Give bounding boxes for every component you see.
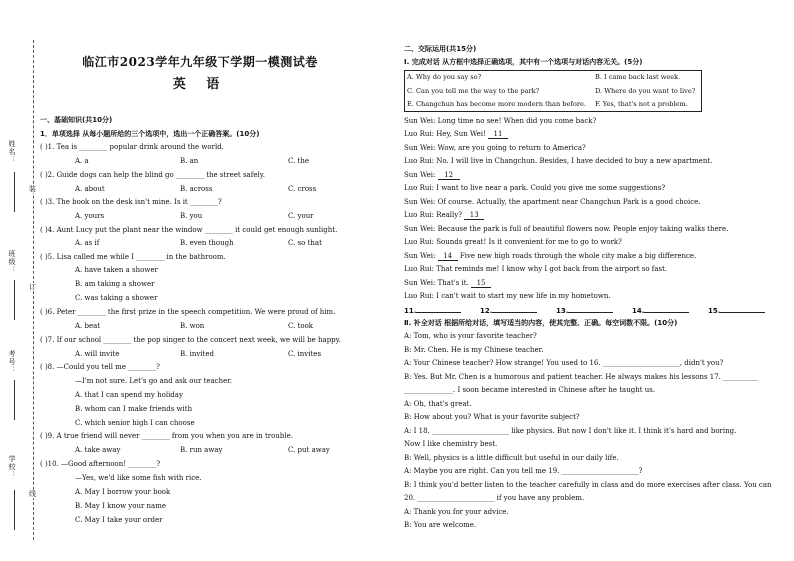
option-c: C. was taking a shower [75,294,158,302]
question-stem: ( )9. A true friend will never ________ from you when you are in trouble. [40,432,293,440]
id-label: 考号： [8,350,17,374]
box-option-d: D. Where do you want to live? [595,87,696,95]
dialogue-line: B: Well, physics is a little difficult but useful in our daily life. [404,454,619,462]
box-option-c: C. Can you tell me the way to the park? [407,87,540,95]
option-a: A. yours [75,212,105,220]
dialogue-line: Now I like chemistry best. [404,440,498,448]
answer-14: 14. [632,305,689,315]
school-label: 学校： [8,455,17,479]
part1-instructions: 1．单项选择 从每小题所给的三个选项中，选出一个正确答案。(10分) [40,130,260,138]
dialogue-line: B: You are welcome. [404,521,477,529]
xian-mark: 线 [29,490,36,498]
dialogue-line: B: Yes. But Mr. Chen is a humorous and patient teacher. He always makes his lessons 17. __________ [404,373,759,381]
dialogue-line: Luo Rui: I want to live near a park. Could you give me some suggestions? [404,184,666,192]
answer-11: 11. [404,305,461,315]
school-line [14,490,15,530]
option-c: C. so that [288,239,322,247]
question-stem: ( )6. Peter ________ the first prize in the speech competition. We were proud of him. [40,308,336,316]
subject-title: 英 语 [172,77,228,92]
dialogue-line: Sun Wei: That's it. 15 [404,279,491,288]
binding-margin [0,0,42,561]
dialogue-line: Luo Rui: Sounds great! Is it convenient for me to go to work? [404,238,622,246]
question-stem: ( )4. Aunt Lucy put the plant near the window ________ it could get enough sunlight. [40,226,338,234]
option-c: C. the [288,157,310,165]
dialogue-line: Luo Rui: I can't wait to start my new life in my hometown. [404,292,611,300]
question-stem: ( )7. If our school ________ the pop singer to the concert next week, we will be happy. [40,336,341,344]
option-c: C. your [288,212,314,220]
option-b: B. across [180,185,213,193]
dialogue-line: ______________. I soon became interested in Chinese after he taught us. [404,386,656,394]
dialogue-line: Luo Rui: No. I will live in Changchun. Besides, I have decided to buy a new apartment. [404,157,713,165]
answer-12: 12. [480,305,537,315]
class-label: 班级： [8,250,17,274]
option-b: B. am taking a shower [75,280,155,288]
option-b: B. an [180,157,199,165]
dialogue-line: A: I 18. ______________________ like physics. But now I don't like it. I think it's hard and boring. [404,427,737,435]
option-a: A. a [75,157,89,165]
part1-heading: 一、基础知识(共10分) [40,116,113,124]
question-stem: ( )2. Guide dogs can help the blind go ________ the street safely. [40,171,265,179]
blank-number: 11 [488,130,508,139]
ding-mark: 订 [29,283,36,291]
name-line [14,172,15,212]
dialogue-line: A: Thank you for your advice. [404,508,509,516]
answer-15: 15. [708,305,765,315]
answer-13: 13. [556,305,613,315]
dialogue-line: A: Tom, who is your favorite teacher? [404,332,537,340]
question-stem: ( )10. —Good afternoon! ________? [40,460,161,468]
option-c: C. took [288,322,314,330]
dialogue-line: B: How about you? What is your favorite subject? [404,413,580,421]
dialogue-line: A: Maybe you are right. Can you tell me 19. ______________________? [404,467,643,475]
question-stem-reply: —I'm not sure. Let's go and ask our teacher. [75,377,233,385]
dialogue-line: Sun Wei: 12 [404,171,460,180]
option-a: A. about [75,185,105,193]
dialogue-line: Luo Rui: Hey, Sun Wei! 11 [404,130,508,139]
option-a: A. May I borrow your book [75,488,171,496]
box-option-a: A. Why do you say so? [407,73,482,81]
option-b: B. you [180,212,203,220]
option-a: A. beat [75,322,101,330]
option-b: B. run away [180,446,223,454]
dialogue-line: 20. ______________________ if you have any problem. [404,494,585,502]
dialogue-line: Sun Wei: Because the park is full of beautiful flowers now. People enjoy taking walks there. [404,225,729,233]
options-box [404,70,702,112]
option-b: B. even though [180,239,234,247]
option-c: C. invites [288,350,322,358]
option-b: B. won [180,322,205,330]
option-a: A. that I can spend my holiday [75,391,183,399]
question-stem: ( )8. —Could you tell me ________? [40,363,160,371]
id-line [14,380,15,420]
name-label: 姓名： [8,140,17,164]
question-stem: ( )5. Lisa called me while I ________ in the bathroom. [40,253,226,261]
part2-instructions: Ⅰ. 完成对话 从方框中选择正确选项，其中有一个选项与对话内容无关。(5分) [404,58,643,66]
option-c: C. cross [288,185,317,193]
dialogue-line: Luo Rui: That reminds me! I know why I got back from the airport so fast. [404,265,668,273]
zhuang-mark: 装 [29,185,36,193]
exam-title: 临江市2023学年九年级下学期一模测试卷 [82,55,318,69]
dialogue-line: B: I think you'd better listen to the teacher carefully in class and do more exercises after class. You can [404,481,772,489]
dialogue-line: Sun Wei: Long time no see! When did you come back? [404,117,597,125]
dialogue-line: A: Your Chinese teacher? How strange! You used to 16. ______________________, didn't you? [404,359,724,367]
question-stem: ( )3. The book on the desk isn't mine. Is it ________? [40,198,222,206]
dialogue-line: Sun Wei: 14 Five new high roads through the whole city make a big difference. [404,252,697,260]
dialogue-line: A: Oh, that's great. [404,400,472,408]
box-option-b: B. I came back last week. [595,73,681,81]
option-c: C. put away [288,446,330,454]
dialogue-line: Luo Rui: Really? 13 [404,211,484,220]
dialogue-line: Sun Wei: Of course. Actually, the apartment near Changchun Park is a good choice. [404,198,701,206]
option-b: B. May I know your name [75,502,166,510]
option-b: B. invited [180,350,214,358]
blank-number: 12 [438,171,460,180]
option-c: C. which senior high I can choose [75,419,195,427]
part2-heading: 二、交际运用(共15分) [404,45,477,53]
box-option-f: F. Yes, that's not a problem. [595,100,688,108]
blank-number: 15 [471,279,491,288]
blank-number: 14 [438,252,458,261]
option-a: A. take away [75,446,121,454]
option-a: A. as if [75,239,100,247]
question-stem-reply: —Yes, we'd like some fish with rice. [75,474,202,482]
option-b: B. whom can I make friends with [75,405,193,413]
dialogue-line: Sun Wei: Wow, are you going to return to America? [404,144,586,152]
option-a: A. will invite [75,350,120,358]
part2-instructions-2: Ⅱ. 补全对话 根据所给对话，填写适当的内容，使其完整、正确。每空词数不限。(10分) [404,319,678,327]
option-c: C. May I take your order [75,516,163,524]
question-stem: ( )1. Tea is ________ popular drink around the world. [40,143,224,151]
box-option-e: E. Changchun has become more modern than before. [407,100,586,108]
dialogue-line: B: Mr. Chen. He is my Chinese teacher. [404,346,544,354]
blank-number: 13 [464,211,484,220]
class-line [14,280,15,320]
option-a: A. have taken a shower [75,266,158,274]
